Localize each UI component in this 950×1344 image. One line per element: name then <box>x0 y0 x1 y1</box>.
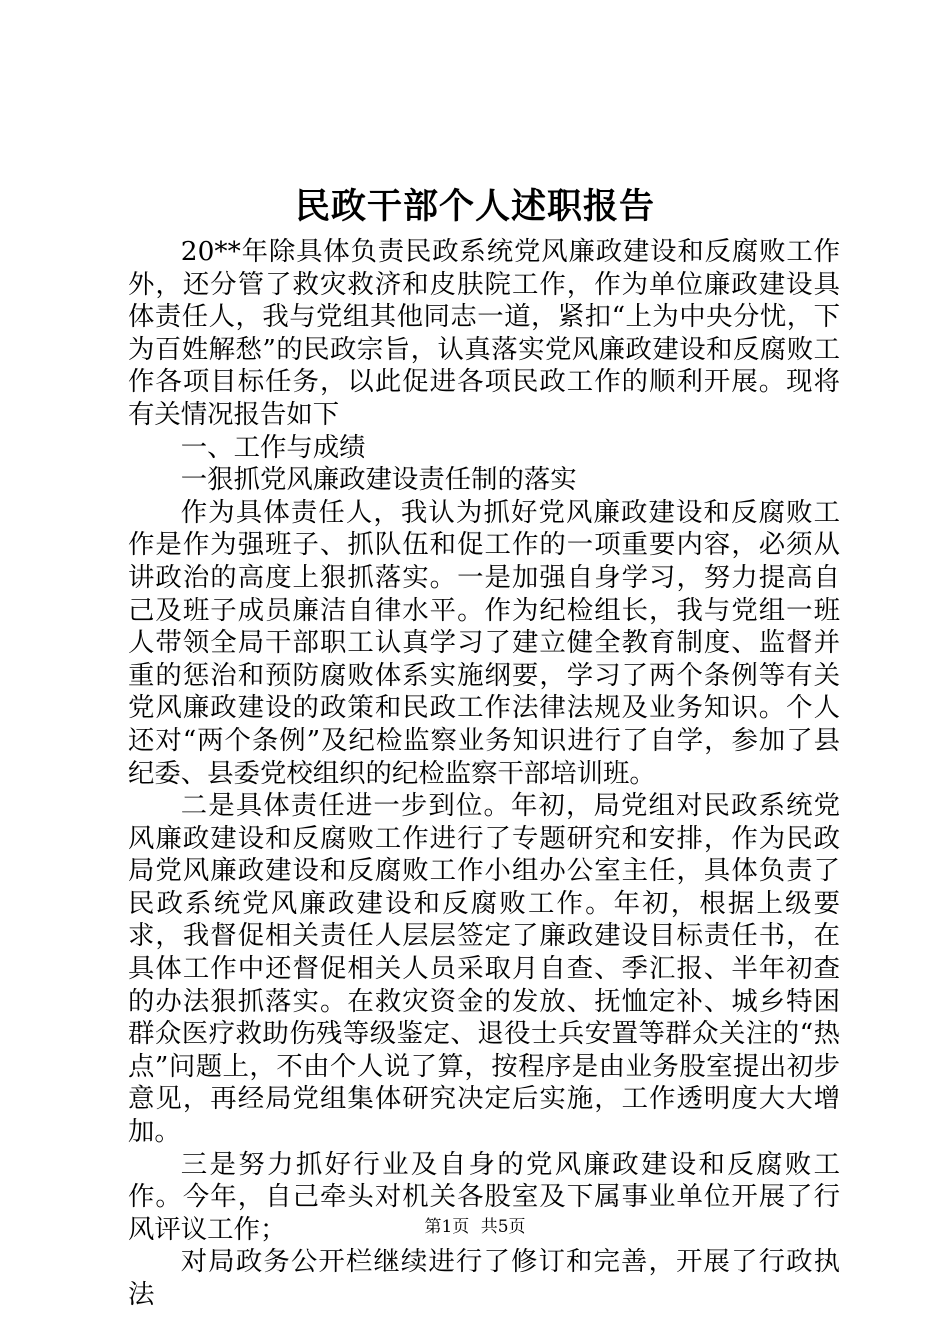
paragraph-third-point: 三是努力抓好行业及自身的党风廉政建设和反腐败工作。今年，自己牵头对机关各股室及下属事业单位开展了行风评议工作； <box>128 1148 840 1245</box>
page-total: 共5页 <box>480 1217 526 1237</box>
paragraph-first-point: 作为具体责任人，我认为抓好党风廉政建设和反腐败工作是作为强班子、抓队伍和促工作的一项重要内容，必须从讲政治的高度上狠抓落实。一是加强自身学习，努力提高自己及班子成员廉洁自律水平。作为纪检组长，我与党组一班人带领全局干部职工认真学习了建立健全教育制度、监督并重的惩治和预防腐败体系实施纲要，学习了两个条例等有关党风廉政建设的政策和民政工作法律法规及业务知识。个人还对“两个条例”及纪检监察业务知识进行了自学，参加了县纪委、县委党校组织的纪检监察干部培训班。 <box>128 496 840 789</box>
document-body <box>128 236 840 1312</box>
page-footer <box>0 1215 950 1239</box>
document-title: 民政干部个人述职报告 <box>294 186 655 227</box>
section-heading: 一、工作与成绩 <box>180 431 366 463</box>
paragraph-second-point: 二是具体责任进一步到位。年初，局党组对民政系统党风廉政建设和反腐败工作进行了专题研究和安排，作为民政局党风廉政建设和反腐败工作小组办公室主任，具体负责了民政系统党风廉政建设和反腐败工作。年初，根据上级要求，我督促相关责任人层层签定了廉政建设目标责任书，在具体工作中还督促相关人员采取月自查、季汇报、半年初查的办法狠抓落实。在救灾资金的发放、抚恤定补、城乡特困群众医疗救助伤残等级鉴定、退役士兵安置等群众关注的“热点”问题上，不由个人说了算，按程序是由业务股室提出初步意见，再经局党组集体研究决定后实施，工作透明度大大增加。 <box>128 790 840 1148</box>
paragraph-intro: 20**年除具体负责民政系统党风廉政建设和反腐败工作外，还分管了救灾救济和皮肤院工作，作为单位廉政建设具体责任人，我与党组其他同志一道，紧扣“上为中央分忧，下为百姓解愁”的民政宗旨，认真落实党风廉政建设和反腐败工作各项目标任务，以此促进各项民政工作的顺利开展。现将有关情况报告如下 <box>128 236 840 430</box>
page-number: 第1页 <box>424 1217 470 1237</box>
paragraph-continued: 对局政务公开栏继续进行了修订和完善，开展了行政执法 <box>128 1246 840 1310</box>
subsection-heading: 一狠抓党风廉政建设责任制的落实 <box>180 464 577 496</box>
